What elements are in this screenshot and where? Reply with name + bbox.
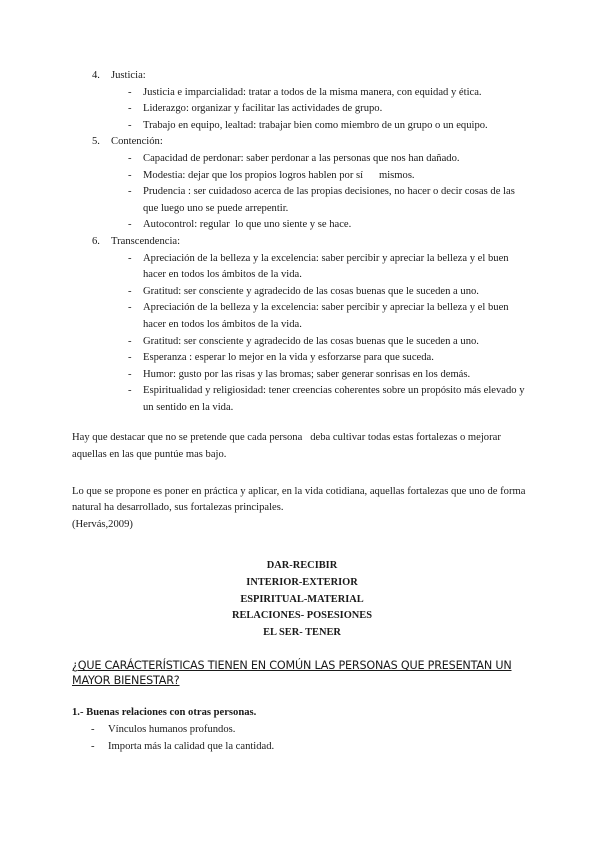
bullet-dash: - — [128, 285, 132, 297]
list-item: - Humor: gusto por las risas y las bromas; saber generar sonrisas en los demás. — [72, 367, 532, 384]
bullet-dash: - — [128, 119, 132, 131]
section-items — [72, 251, 532, 417]
section-title: Contención: — [111, 136, 163, 148]
section-number: 6. — [92, 235, 100, 247]
list-item: - Gratitud: ser consciente y agradecido de las cosas buenas que le suceden a uno. — [72, 284, 532, 301]
section-title: Transcendencia: — [111, 235, 181, 247]
contrast-line: DAR-RECIBIR — [266, 560, 338, 572]
list-item: - Autocontrol: regular lo que uno siente y se hace. — [72, 217, 532, 234]
subheading: 1.- Buenas relaciones con otras personas. — [72, 707, 257, 719]
bullet-dash: - — [128, 352, 132, 364]
list-item: - Prudencia : ser cuidadoso acerca de las propias decisiones, no hacer o decir cosas de las que luego uno se puede arrepentir. — [128, 186, 515, 214]
list-item: - Modestia: dejar que los propios logros hablen por sí mismos. — [72, 168, 532, 185]
bullet-dash: - — [128, 302, 132, 314]
bullet-dash: - — [128, 152, 132, 164]
contrast-line: RELACIONES- POSESIONES — [231, 610, 373, 622]
contrast-pairs — [72, 558, 532, 641]
citation: (Hervás,2009) — [72, 518, 133, 530]
list-item: - Trabajo en equipo, lealtad: trabajar bien como miembro de un grupo o un equipo. — [72, 118, 532, 135]
bullet-dash: - — [128, 169, 132, 181]
section-transcendencia — [72, 234, 532, 417]
section-number: 5. — [92, 136, 100, 148]
list-item: - Gratitud: ser consciente y agradecido de las cosas buenas que le suceden a uno. — [72, 334, 532, 351]
list-item: - Importa más la calidad que la cantidad. — [72, 739, 532, 756]
strengths-list — [72, 68, 532, 416]
document-content — [72, 68, 532, 755]
section-contencion — [72, 134, 532, 234]
list-item: - Apreciación de la belleza y la excelencia: saber percibir y apreciar la belleza y el buen hacer en todos los ámbitos de la vida. — [128, 252, 509, 281]
list-item: - Apreciación de la belleza y la excelencia: saber percibir y apreciar la belleza y el buen hacer en todos los ámbitos de la vida. — [128, 302, 509, 330]
list-item: - Liderazgo: organizar y facilitar las actividades de grupo. — [72, 101, 532, 118]
contrast-line: EL SER- TENER — [263, 626, 341, 638]
list-item: - Espiritualidad y religiosidad: tener creencias coherentes sobre un propósito más elevado y un sentido en la vida. — [128, 385, 525, 413]
list-item: - Capacidad de perdonar: saber perdonar a las personas que nos han dañado. — [72, 151, 532, 168]
section-items — [72, 85, 532, 135]
list-item: - Justicia e imparcialidad: tratar a todos de la misma manera, con equidad y ética. — [72, 85, 532, 102]
bullet-dash: - — [128, 385, 132, 397]
bullet-dash: - — [128, 86, 132, 98]
section-title: Justicia: — [111, 70, 146, 81]
bullet-dash: - — [91, 724, 95, 735]
section-question-heading: ¿QUE CARÁCTERÍSTICAS TIENEN EN COMÚN LAS PERSONAS QUE PRESENTAN UN MAYOR BIENESTAR? — [72, 659, 512, 688]
paragraph-proposal: Lo que se propone es poner en práctica y aplicar, en la vida cotidiana, aquellas fortalezas que uno de forma natural ha desarrollado, sus fortalezas principales. — [72, 485, 526, 514]
bullet-dash: - — [128, 219, 132, 231]
section-number: 4. — [92, 70, 100, 81]
paragraph-note: Hay que destacar que no se pretende que cada persona deba cultivar todas estas fortalezas o mejorar aquellas en las que puntúe mas bajo. — [72, 432, 504, 461]
contrast-line: ESPIRITUAL-MATERIAL — [240, 593, 364, 605]
section-justicia — [72, 68, 532, 134]
section-items — [72, 151, 532, 234]
bullet-dash: - — [128, 252, 132, 264]
relations-items — [72, 722, 532, 755]
bullet-dash: - — [91, 740, 95, 752]
bullet-dash: - — [128, 335, 132, 347]
list-item: - Vínculos humanos profundos. — [72, 722, 532, 739]
bullet-dash: - — [128, 186, 132, 198]
bullet-dash: - — [128, 368, 132, 380]
bullet-dash: - — [128, 103, 132, 115]
contrast-line: INTERIOR-EXTERIOR — [246, 577, 358, 589]
list-item: - Esperanza : esperar lo mejor en la vida y esforzarse para que suceda. — [72, 350, 532, 367]
